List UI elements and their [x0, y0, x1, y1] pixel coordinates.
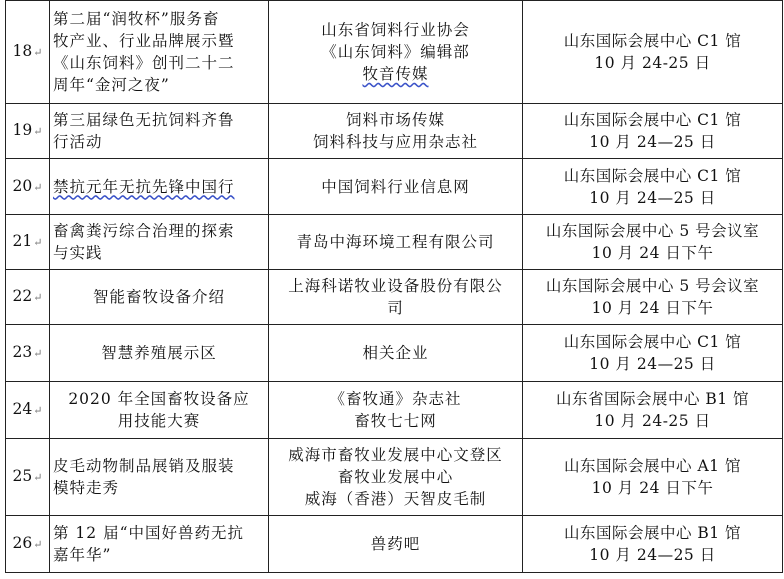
table-row: [6, 104, 783, 159]
event-name: 第二届“润牧杯”服务畜 牧产业、行业品牌展示暨 《山东饲料》创刊二十二 周年“金河之夜”: [50, 1, 269, 104]
organizer: 威海市畜牧业发展中心文登区 畜牧业发展中心 威海（香港）天智皮毛制: [269, 439, 523, 516]
event-name: 禁抗元年无抗先锋中国行: [50, 159, 269, 215]
organizer: 相关企业: [269, 325, 523, 382]
venue-time: 山东国际会展中心 C1 馆 10 月 24—25 日: [523, 159, 783, 215]
row-number: 24↵: [6, 382, 50, 439]
organizer: 饲料市场传媒 饲料科技与应用杂志社: [269, 104, 523, 159]
event-name: 智慧养殖展示区: [50, 325, 269, 382]
row-number: 21↵: [6, 215, 50, 270]
event-name: 皮毛动物制品展销及服装 模特走秀: [50, 439, 269, 516]
table-row: [6, 215, 783, 270]
row-number: 25↵: [6, 439, 50, 516]
row-number: 26↵: [6, 516, 50, 573]
row-number: 18↵: [6, 1, 50, 104]
table-row: [6, 159, 783, 215]
event-name: 2020 年全国畜牧设备应 用技能大赛: [50, 382, 269, 439]
event-name: 第三届绿色无抗饲料齐鲁 行活动: [50, 104, 269, 159]
table-row: [6, 1, 783, 104]
table-row: [6, 516, 783, 573]
organizer: 中国饲料行业信息网: [269, 159, 523, 215]
organizer: 兽药吧: [269, 516, 523, 573]
row-number: 19↵: [6, 104, 50, 159]
schedule-table: [5, 0, 783, 573]
venue-time: 山东国际会展中心 C1 馆 10 月 24—25 日: [523, 325, 783, 382]
event-name: 第 12 届“中国好兽药无抗 嘉年华”: [50, 516, 269, 573]
table-row: [6, 270, 783, 325]
event-name: 智能畜牧设备介绍: [50, 270, 269, 325]
venue-time: 山东国际会展中心 C1 馆 10 月 24—25 日: [523, 104, 783, 159]
row-number: 20↵: [6, 159, 50, 215]
venue-time: 山东国际会展中心 A1 馆 10 月 24 日下午: [523, 439, 783, 516]
event-name: 畜禽粪污综合治理的探索 与实践: [50, 215, 269, 270]
organizer: 《畜牧通》杂志社 畜牧七七网: [269, 382, 523, 439]
table-row: [6, 439, 783, 516]
organizer: 上海科诺牧业设备股份有限公 司: [269, 270, 523, 325]
organizer: 山东省饲料行业协会 《山东饲料》编辑部 牧音传媒: [269, 1, 523, 104]
table-row: [6, 382, 783, 439]
venue-time: 山东国际会展中心 5 号会议室 10 月 24 日下午: [523, 270, 783, 325]
venue-time: 山东国际会展中心 C1 馆 10 月 24-25 日: [523, 1, 783, 104]
venue-time: 山东国际会展中心 5 号会议室 10 月 24 日下午: [523, 215, 783, 270]
venue-time: 山东省国际会展中心 B1 馆 10 月 24-25 日: [523, 382, 783, 439]
organizer: 青岛中海环境工程有限公司: [269, 215, 523, 270]
table-row: [6, 325, 783, 382]
row-number: 22↵: [6, 270, 50, 325]
venue-time: 山东国际会展中心 B1 馆 10 月 24—25 日: [523, 516, 783, 573]
row-number: 23↵: [6, 325, 50, 382]
